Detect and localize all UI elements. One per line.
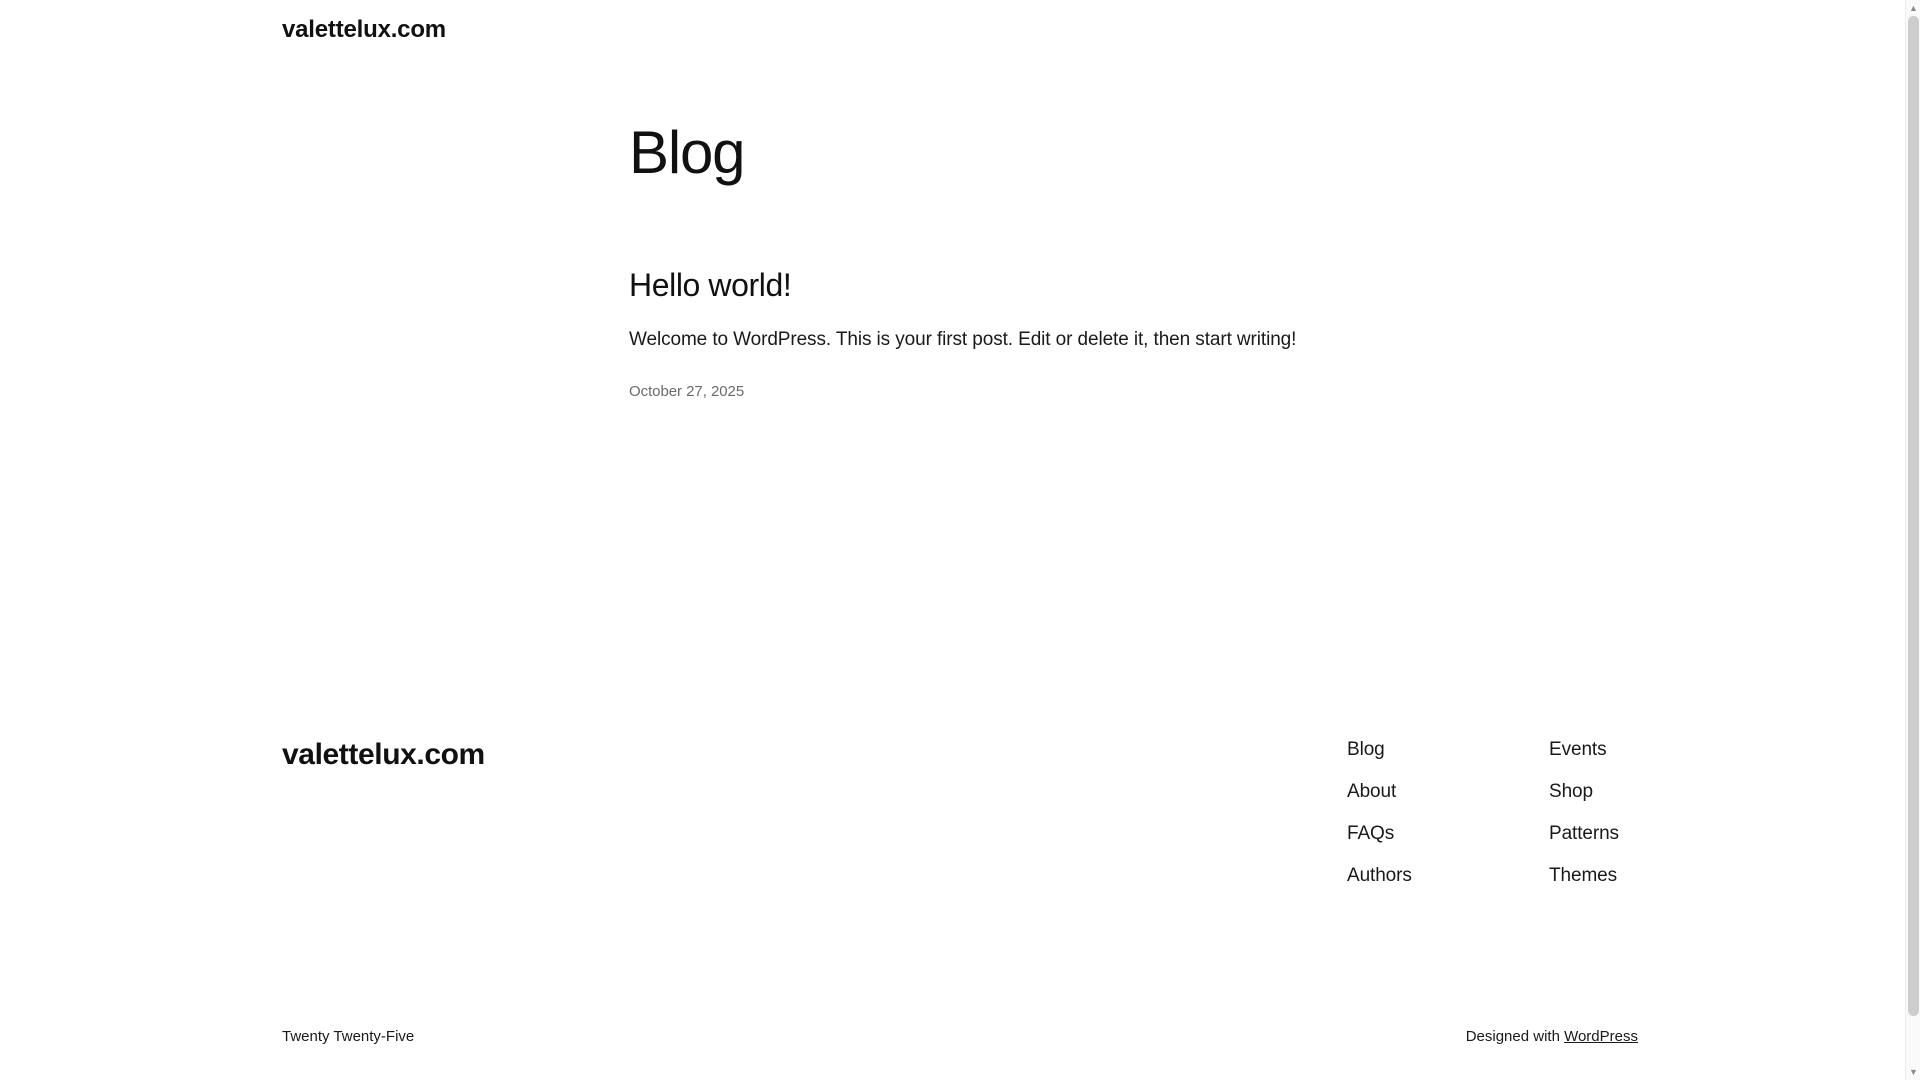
site-header [282,14,446,45]
footer-link-patterns[interactable]: Patterns [1549,822,1619,844]
main-content [629,120,1629,400]
post-title [629,266,1629,304]
footer-link-themes[interactable]: Themes [1549,864,1618,886]
footer-nav-column-1 [1347,740,1549,887]
scroll-up-arrow-icon[interactable]: ▲ [1909,2,1918,13]
wordpress-link[interactable]: WordPress [1564,1028,1638,1045]
post-title-link[interactable]: Hello world! [629,267,792,303]
theme-name: Twenty Twenty-Five [282,1028,415,1045]
site-footer [282,718,1638,1080]
site-title-link[interactable]: valettelux.com [282,16,446,43]
post-excerpt: Welcome to WordPress. This is your first post. Edit or delete it, then start writing! [629,329,1297,351]
post-item [629,266,1629,400]
page-title: Blog [629,119,745,186]
footer-bottom [282,1028,1638,1045]
footer-top [282,718,1638,948]
footer-credit-prefix: Designed with [1465,1028,1565,1045]
footer-link-faqs[interactable]: FAQs [1347,822,1395,844]
scrollbar-thumb[interactable] [1908,16,1919,1016]
footer-link-blog[interactable]: Blog [1347,739,1385,760]
footer-link-authors[interactable]: Authors [1347,864,1412,886]
scroll-down-arrow-icon[interactable]: ▼ [1909,1066,1918,1077]
page-scrollbar[interactable] [1905,0,1920,1080]
post-date: October 27, 2025 [629,382,745,400]
footer-credit [1466,1028,1638,1045]
footer-link-events[interactable]: Events [1549,739,1607,760]
footer-link-shop[interactable]: Shop [1549,780,1593,802]
footer-nav-column-2 [1549,740,1751,887]
footer-link-about[interactable]: About [1347,780,1397,802]
scrollbar-track[interactable] [1906,16,1920,1064]
footer-navigation [1347,740,1751,887]
footer-brand-link[interactable]: valettelux.com [282,738,485,771]
